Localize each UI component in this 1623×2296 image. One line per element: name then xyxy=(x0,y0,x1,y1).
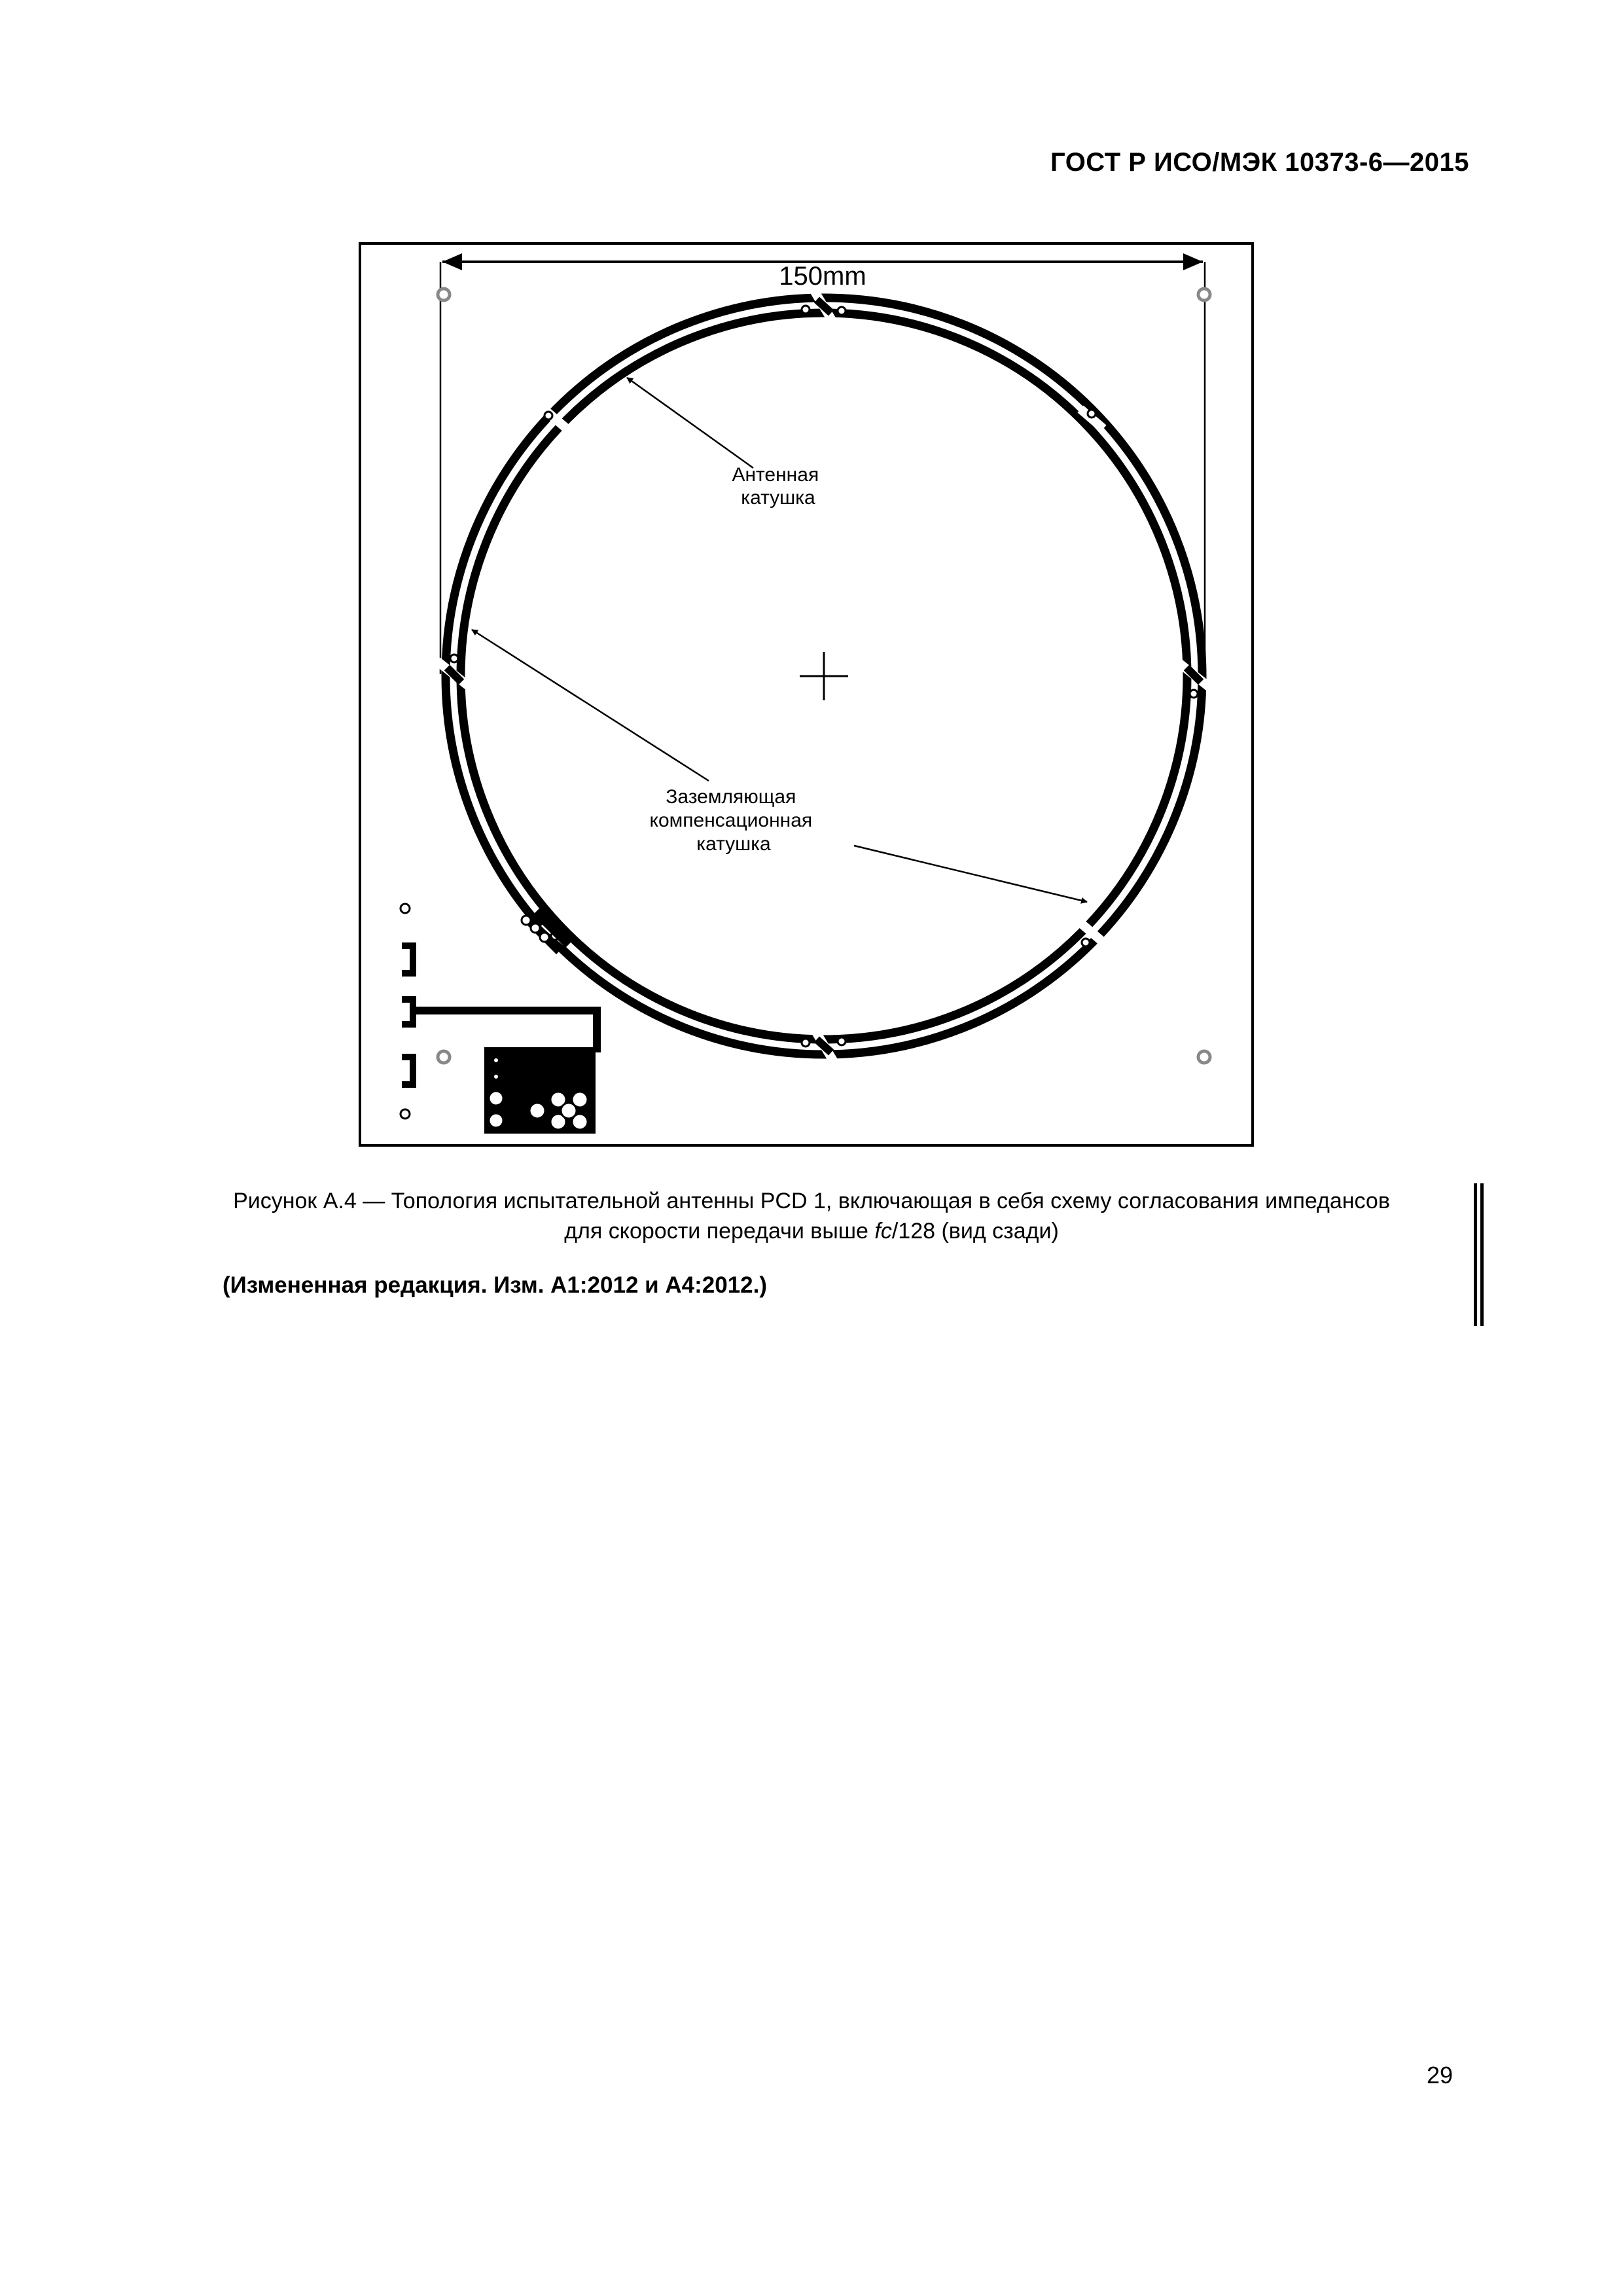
connector-pin xyxy=(489,1113,503,1128)
revision-note: (Измененная редакция. Изм. А1:2012 и А4:2012.) xyxy=(223,1272,768,1298)
caption-line-2: для скорости передачи выше fc/128 (вид сзади) xyxy=(564,1219,1059,1244)
coil-via xyxy=(1082,939,1090,946)
antenna-coil-label: Антенная катушка xyxy=(732,464,819,509)
feed-via xyxy=(540,933,549,942)
coil-via xyxy=(1088,410,1096,418)
change-bar xyxy=(1474,1183,1477,1326)
ground-coil-label: Заземляющая компенсационная катушка xyxy=(649,786,813,855)
coil-via xyxy=(838,1037,846,1045)
connector-pin xyxy=(561,1103,577,1119)
coil-via xyxy=(802,1039,810,1047)
connector-pin xyxy=(529,1103,545,1119)
dimension-label: 150mm xyxy=(779,262,866,291)
figure-caption xyxy=(151,1186,1472,1246)
coil-via xyxy=(1190,690,1198,698)
mounting-hole-bottom-left xyxy=(438,1051,450,1063)
antenna-topology-figure xyxy=(359,242,1254,1147)
page-number: 29 xyxy=(1426,2062,1453,2089)
connector-via xyxy=(494,1075,498,1079)
coil-via xyxy=(544,412,552,420)
change-bar xyxy=(1480,1183,1484,1326)
coil-via xyxy=(802,306,810,314)
feed-via xyxy=(531,924,540,933)
pcb-drawing xyxy=(359,242,1254,1147)
connector-via xyxy=(494,1058,498,1062)
coil-via xyxy=(838,307,846,315)
coil-via xyxy=(450,655,458,662)
mounting-hole-top-left xyxy=(438,289,450,300)
mounting-hole-top-right xyxy=(1198,289,1210,300)
mounting-hole-bottom-right xyxy=(1198,1051,1210,1063)
caption-line-1: Рисунок А.4 — Топология испытательной антенны PCD 1, включающая в себя схему согласования импедансов xyxy=(233,1189,1390,1213)
connection-trace xyxy=(416,1007,601,1014)
feed-via xyxy=(522,916,531,925)
connector-pin xyxy=(489,1091,503,1105)
document-header: ГОСТ Р ИСО/МЭК 10373-6—2015 xyxy=(1050,148,1469,177)
connection-trace xyxy=(593,1007,601,1052)
